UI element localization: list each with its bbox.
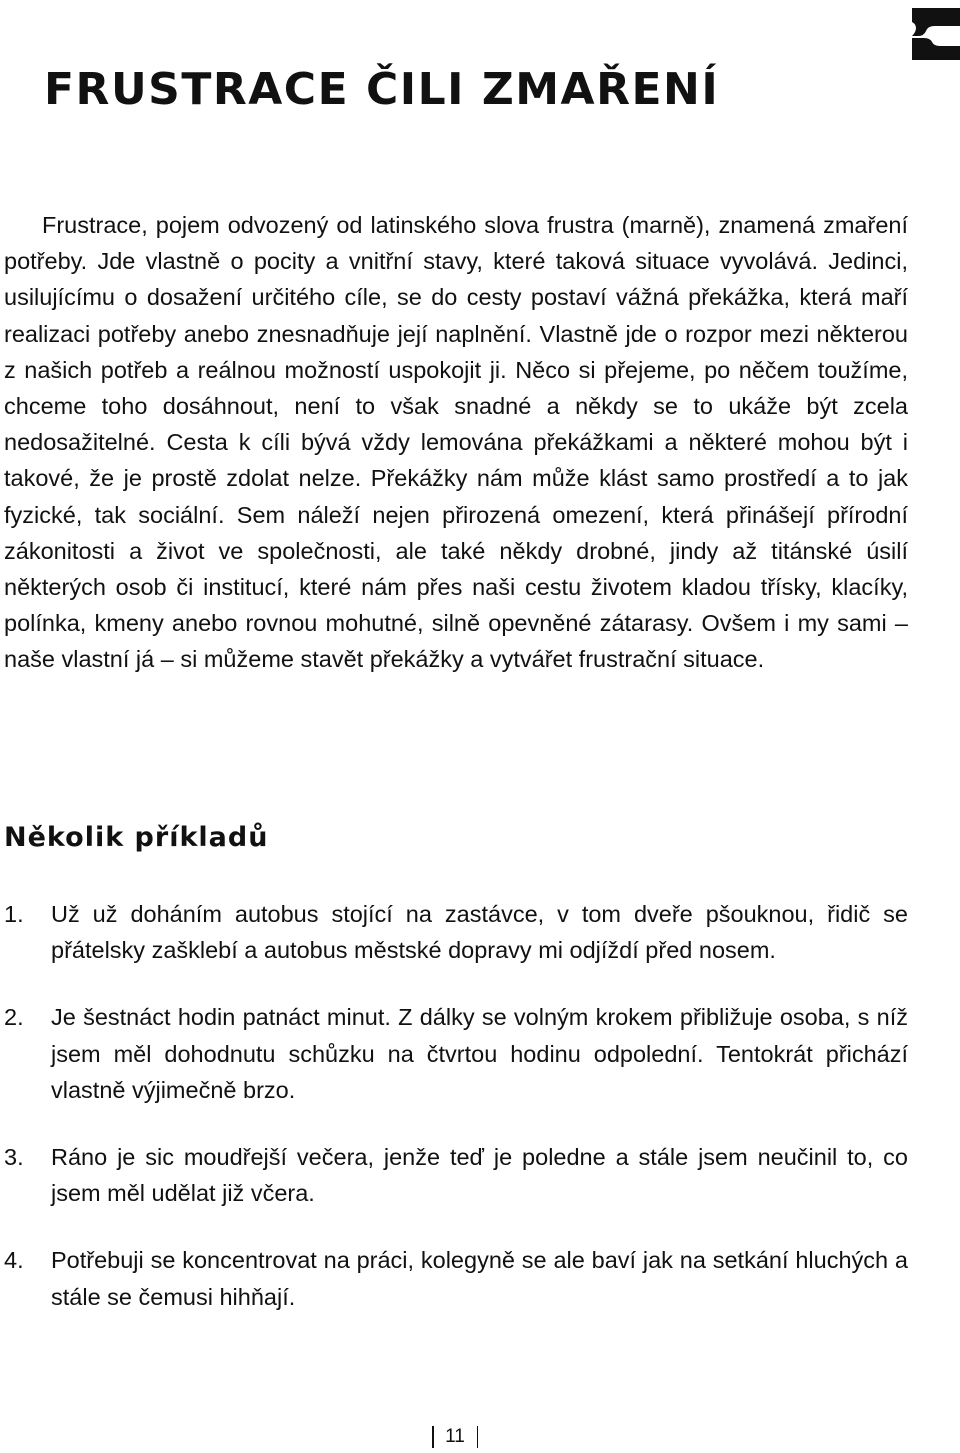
list-item-text: Potřebuji se koncentrovat na práci, kolegyně se ale baví jak na setkání hluchých a stále se čemusi hihňají. bbox=[51, 1247, 908, 1310]
list-item-number: 4. bbox=[4, 1247, 24, 1274]
page-title: FRUSTRACE ČILI ZMAŘENÍ bbox=[44, 64, 720, 115]
section-heading: Několik příkladů bbox=[4, 822, 269, 853]
list-item-number: 2. bbox=[4, 1004, 24, 1031]
list-item bbox=[4, 1242, 908, 1314]
list-item bbox=[4, 1139, 908, 1211]
list-item-text: Je šestnáct hodin patnáct minut. Z dálky se volným krokem přibližuje osoba, s níž jsem měl dohodnutu schůzku na čtvrtou hodinu odpolední. Tentokrát přichází vlastně výjimečně brzo. bbox=[51, 1004, 908, 1103]
list-item-text: Už už doháním autobus stojící na zastávce, v tom dveře pšouknou, řidič se přátelsky zašklebí a autobus městské dopravy mi odjíždí před nosem. bbox=[51, 901, 908, 964]
page-number-label: 11 bbox=[445, 1426, 465, 1447]
list-item-text: Ráno je sic moudřejší večera, jenže teď je poledne a stále jsem neučinil to, co jsem měl udělat již včera. bbox=[51, 1144, 908, 1207]
page-number bbox=[432, 1426, 478, 1448]
examples-list bbox=[4, 896, 908, 1346]
list-item bbox=[4, 896, 908, 968]
list-item-number: 3. bbox=[4, 1144, 24, 1171]
list-item-number: 1. bbox=[4, 901, 24, 927]
intro-paragraph: Frustrace, pojem odvozený od latinského slova frustra (marně), znamená zmaření potřeby. Jde vlastně o pocity a vnitřní stavy, které taková situace vyvolává. Jedinci, usilujícímu o dosažení určitého cíle, se do cesty postaví vážná překážka, která maří realizaci potřeby anebo znesnadňuje její naplnění. Vlastně jde o rozpor mezi některou z našich potřeb a reálnou možností uspokojit ji. Něco si přejeme, po něčem toužíme, chceme toho dosáhnout, není to však snadné a někdy se to ukáže být zcela nedosažitelné. Cesta k cíli bývá vždy lemována překážkami a některé mohou být i takové, že je prostě zdolat nelze. Překážky nám může klást samo prostředí a to jak fyzické, tak sociální. Sem náleží nejen přirozená omezení, která přinášejí přírodní zákonitosti a život ve společnosti, ale také někdy drobné, jindy až titánské úsilí některých osob či institucí, které nám přes naši cestu životem kladou třísky, klacíky, polínka, kmeny anebo rovnou mohutné, silně opevněné zátarasy. Ovšem i my sami – naše vlastní já – si můžeme stavět překážky a vytvářet frustrační situace. bbox=[4, 212, 908, 673]
list-item bbox=[4, 999, 908, 1108]
chapter-mark-icon bbox=[904, 4, 960, 60]
